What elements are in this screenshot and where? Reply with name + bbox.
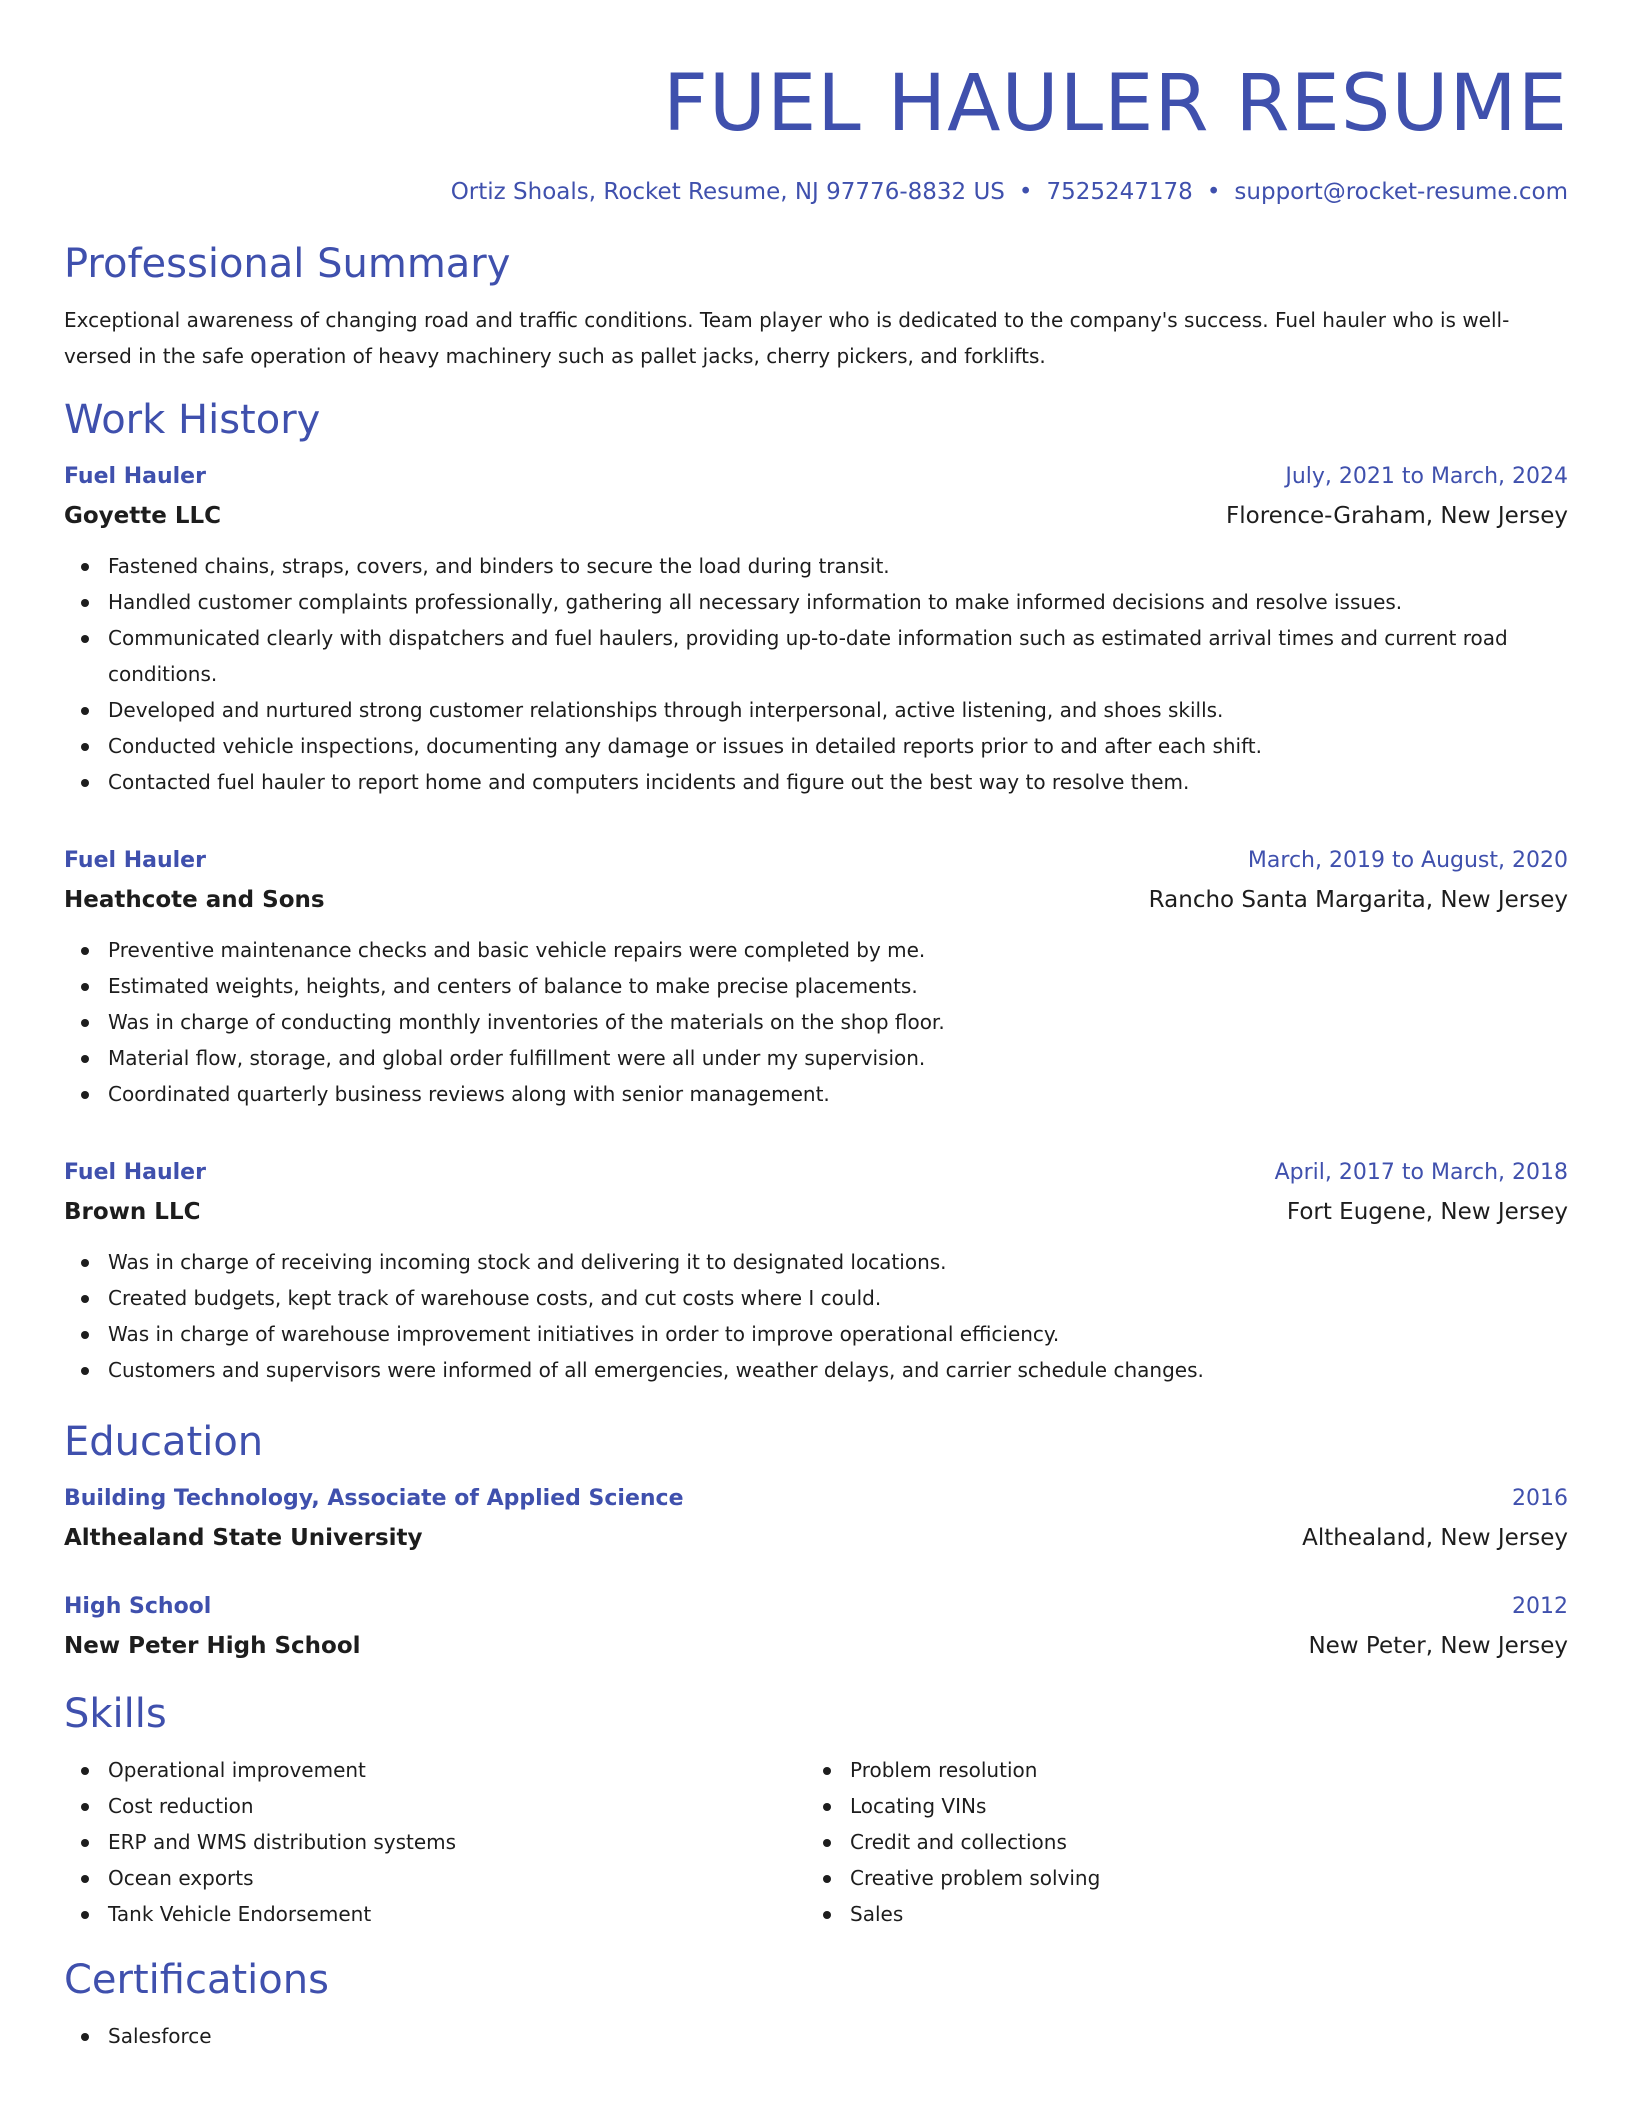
summary-text: Exceptional awareness of changing road and traffic conditions. Team player who is dedicated to the company's success. Fuel hauler who is well-versed in the safe operation of heavy machinery such as pallet jacks, cherry pickers, and forklifts. (64, 308, 1510, 368)
job-location: Florence-Graham, New Jersey (1226, 503, 1568, 529)
education-heading: Education (64, 1419, 264, 1465)
job-bullet: Estimated weights, heights, and centers of balance to make precise placements. (64, 968, 1568, 1004)
job-location: Fort Eugene, New Jersey (1286, 1199, 1568, 1225)
job-bullet: Handled customer complaints professionally, gathering all necessary information to make informed decisions and resolve issues. (64, 584, 1568, 620)
resume-page (64, 0, 1568, 2054)
job-bullet: Preventive maintenance checks and basic vehicle repairs were completed by me. (64, 932, 1568, 968)
job-company: Brown LLC (64, 1199, 201, 1225)
skills-list-left (64, 1752, 806, 1932)
job-bullets (64, 548, 1568, 800)
certifications-list (64, 2018, 1568, 2054)
skill-item: Ocean exports (64, 1860, 806, 1896)
contact-separator: • (1206, 179, 1221, 205)
summary-section (64, 238, 1568, 374)
job-dates: April, 2017 to March, 2018 (1274, 1160, 1568, 1185)
skill-item: Tank Vehicle Endorsement (64, 1896, 806, 1932)
contact-email[interactable]: support@rocket-resume.com (1234, 179, 1568, 205)
education-year: 2012 (1512, 1594, 1568, 1619)
education-location: Althealand, New Jersey (1302, 1525, 1568, 1551)
job-bullet: Customers and supervisors were informed of all emergencies, weather delays, and carrier schedule changes. (64, 1352, 1568, 1388)
job-dates: July, 2021 to March, 2024 (1285, 464, 1568, 489)
job-title: Fuel Hauler (64, 464, 206, 489)
contact-line (64, 174, 1568, 210)
job-title: Fuel Hauler (64, 848, 206, 873)
education-school: New Peter High School (64, 1633, 361, 1659)
skills-grid (64, 1752, 1568, 1932)
resume-title: FUEL HAULER RESUME (663, 59, 1568, 149)
skill-item: Problem resolution (806, 1752, 1548, 1788)
certifications-section (64, 1954, 1568, 2054)
job-bullet: Was in charge of receiving incoming stock and delivering it to designated locations. (64, 1244, 1568, 1280)
summary-heading: Professional Summary (64, 241, 511, 287)
job-entry (64, 458, 1568, 800)
contact-phone[interactable]: 7525247178 (1046, 179, 1193, 205)
job-title: Fuel Hauler (64, 1160, 206, 1185)
work-history-section (64, 394, 1568, 1388)
contact-address: Ortiz Shoals, Rocket Resume, NJ 97776-8832 US (450, 179, 1005, 205)
skills-heading: Skills (64, 1691, 167, 1737)
skill-item: Locating VINs (806, 1788, 1548, 1824)
skill-item: Sales (806, 1896, 1548, 1932)
job-location: Rancho Santa Margarita, New Jersey (1148, 887, 1568, 913)
certification-item: Salesforce (64, 2018, 1568, 2054)
job-entry (64, 842, 1568, 1112)
skill-item: Creative problem solving (806, 1860, 1548, 1896)
job-dates: March, 2019 to August, 2020 (1247, 848, 1568, 873)
job-bullet: Conducted vehicle inspections, documenting any damage or issues in detailed reports prior to and after each shift. (64, 728, 1568, 764)
certifications-heading: Certifications (64, 1957, 329, 2003)
job-bullet: Was in charge of conducting monthly inventories of the materials on the shop floor. (64, 1004, 1568, 1040)
skill-item: Operational improvement (64, 1752, 806, 1788)
skill-item: Cost reduction (64, 1788, 806, 1824)
job-bullet: Fastened chains, straps, covers, and binders to secure the load during transit. (64, 548, 1568, 584)
job-company: Goyette LLC (64, 503, 222, 529)
job-entry (64, 1154, 1568, 1388)
job-bullet: Was in charge of warehouse improvement initiatives in order to improve operational efficiency. (64, 1316, 1568, 1352)
education-section (64, 1416, 1568, 1666)
education-degree: Building Technology, Associate of Applied Science (64, 1486, 684, 1511)
job-company: Heathcote and Sons (64, 887, 325, 913)
education-entry (64, 1480, 1568, 1558)
contact-separator: • (1018, 179, 1033, 205)
job-bullet: Coordinated quarterly business reviews along with senior management. (64, 1076, 1568, 1112)
skill-item: ERP and WMS distribution systems (64, 1824, 806, 1860)
job-bullets (64, 932, 1568, 1112)
job-bullet: Created budgets, kept track of warehouse costs, and cut costs where I could. (64, 1280, 1568, 1316)
job-bullet: Communicated clearly with dispatchers and fuel haulers, providing up-to-date information such as estimated arrival times and current road conditions. (64, 620, 1568, 692)
education-school: Althealand State University (64, 1525, 423, 1551)
skills-section (64, 1688, 1568, 1932)
education-year: 2016 (1512, 1486, 1568, 1511)
job-bullets (64, 1244, 1568, 1388)
job-bullet: Contacted fuel hauler to report home and computers incidents and figure out the best way to resolve them. (64, 764, 1568, 800)
education-location: New Peter, New Jersey (1308, 1633, 1568, 1659)
education-degree: High School (64, 1594, 212, 1619)
work-history-heading: Work History (64, 397, 321, 443)
job-bullet: Developed and nurtured strong customer relationships through interpersonal, active listening, and shoes skills. (64, 692, 1568, 728)
job-bullet: Material flow, storage, and global order fulfillment were all under my supervision. (64, 1040, 1568, 1076)
skills-list-right (806, 1752, 1548, 1932)
education-entry (64, 1588, 1568, 1666)
skill-item: Credit and collections (806, 1824, 1548, 1860)
